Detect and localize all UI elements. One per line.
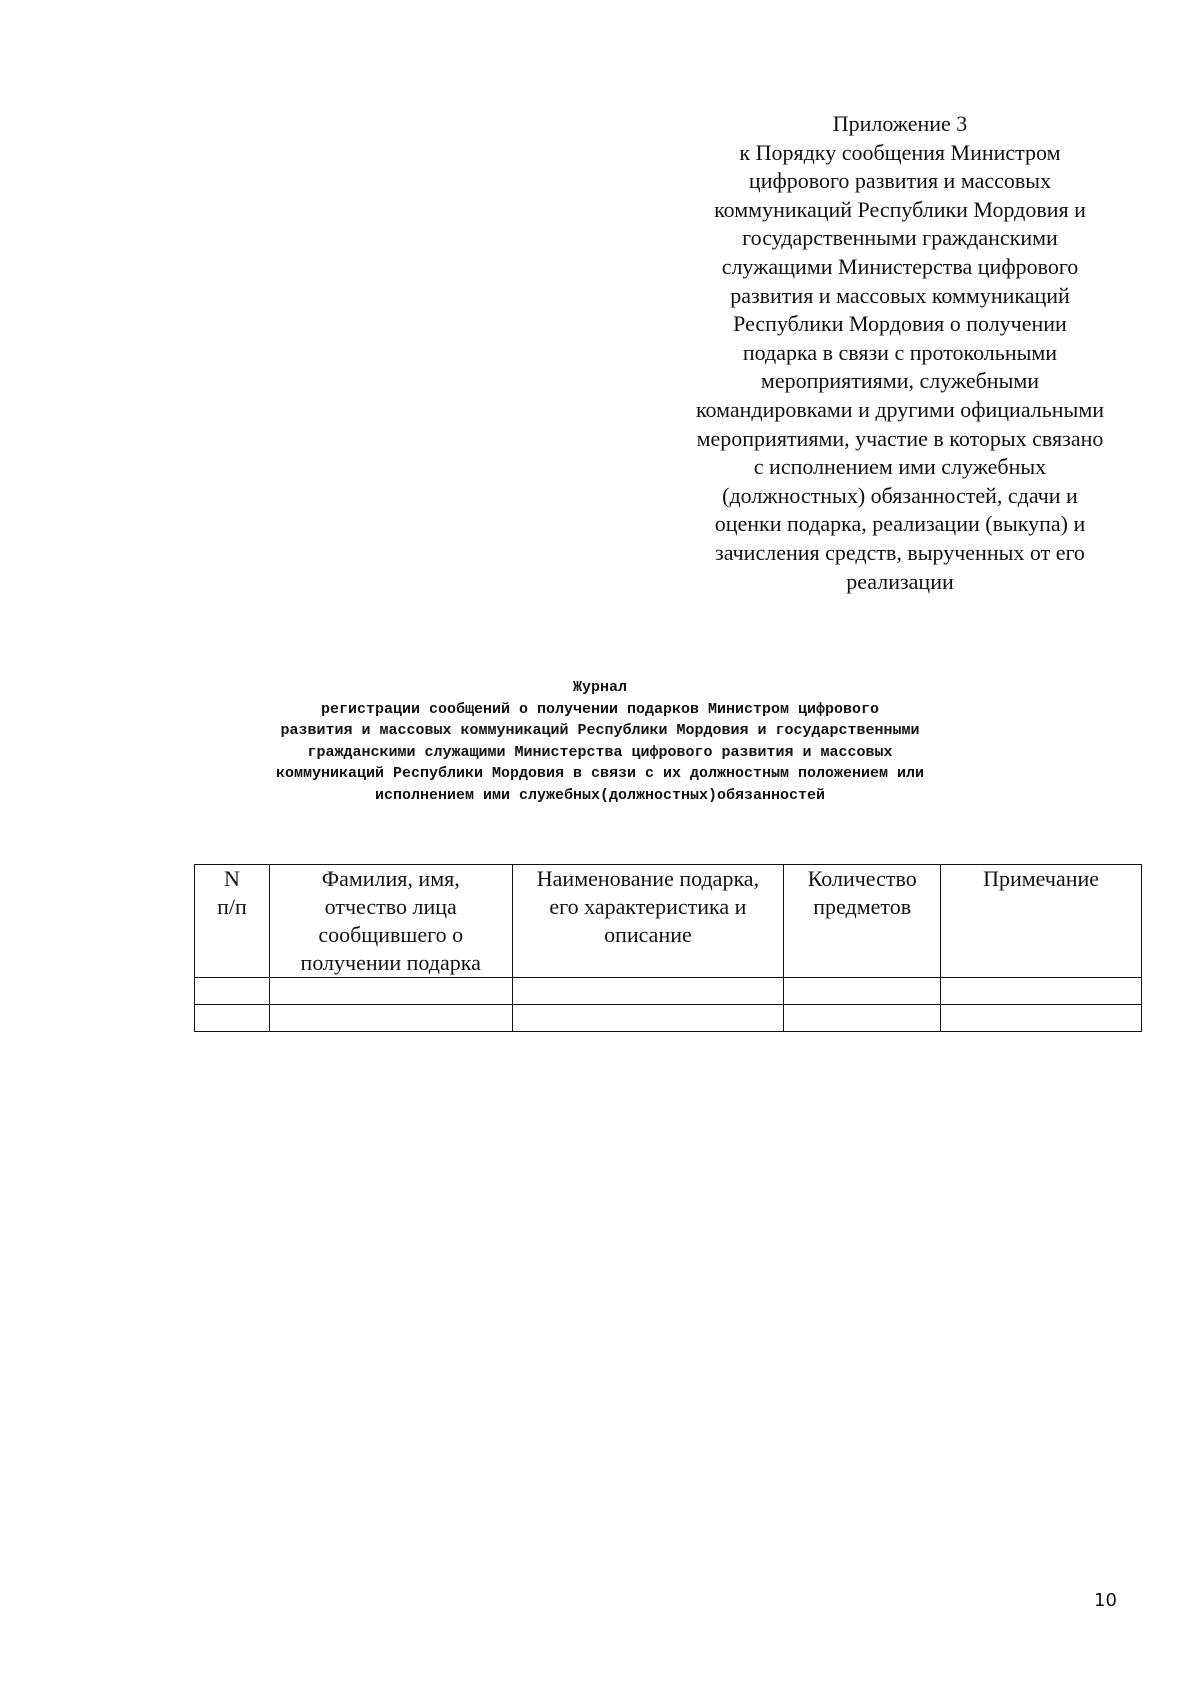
annex-line: с исполнением ими служебных: [753, 454, 1047, 480]
column-header-reporter: Фамилия, имя, отчество лица сообщившего о получении подарка: [269, 865, 512, 978]
annex-line: к Порядку сообщения Министром: [739, 139, 1061, 165]
annex-line: Республики Мордовия о получении: [733, 311, 1067, 337]
annex-line: командировками и другими официальными: [695, 396, 1105, 422]
column-header-quantity: Количество предметов: [784, 865, 941, 978]
table-header-row: [195, 865, 1142, 978]
annex-line: Приложение 3: [832, 111, 968, 136]
column-header-gift-name: Наименование подарка, его характеристика и описание: [512, 865, 784, 978]
table-cell: [941, 978, 1142, 1005]
journal-subtitle-line: развития и массовых коммуникаций Республики Мордовия и государственными: [280, 722, 920, 740]
column-header-number: N п/п: [195, 865, 270, 978]
annex-line: зачисления средств, вырученных от его: [715, 539, 1085, 565]
table-row: [195, 1005, 1142, 1032]
column-header-note: Примечание: [941, 865, 1142, 978]
table-cell: [512, 978, 784, 1005]
annex-line: реализации: [846, 568, 954, 594]
journal-subtitle-line: регистрации сообщений о получении подарков Министром цифрового: [320, 700, 880, 718]
annex-line: служащими Министерства цифрового: [721, 253, 1079, 279]
annex-line: оценки подарка, реализации (выкупа) и: [714, 511, 1086, 537]
table-cell: [269, 1005, 512, 1032]
table-cell: [269, 978, 512, 1005]
journal-heading: [150, 677, 1050, 807]
annex-line: мероприятиями, участие в которых связано: [696, 425, 1104, 451]
journal-subtitle-line: исполнением ими служебных(должностных)обязанностей: [374, 786, 826, 804]
annex-line: развития и массовых коммуникаций: [730, 282, 1070, 308]
annex-line: мероприятиями, служебными: [760, 368, 1040, 394]
annex-line: подарка в связи с протокольными: [742, 339, 1058, 365]
journal-subtitle-line: коммуникаций Республики Мордовия в связи с их должностным положением или: [275, 765, 925, 783]
page-number: 10: [1094, 1590, 1117, 1611]
journal-subtitle-line: гражданскими служащими Министерства цифрового развития и массовых: [307, 743, 893, 761]
journal-title: Журнал: [572, 679, 627, 696]
annex-line: государственными гражданскими: [742, 225, 1058, 251]
annex-line: коммуникаций Республики Мордовия и: [714, 196, 1086, 222]
annex-line: цифрового развития и массовых: [748, 168, 1052, 194]
table-cell: [195, 1005, 270, 1032]
table-row: [195, 978, 1142, 1005]
table-cell: [941, 1005, 1142, 1032]
table-cell: [195, 978, 270, 1005]
table-cell: [784, 1005, 941, 1032]
table-cell: [512, 1005, 784, 1032]
annex-line: (должностных) обязанностей, сдачи и: [722, 482, 1078, 508]
gift-register-table: [194, 864, 1142, 1032]
table-cell: [784, 978, 941, 1005]
annex-heading: [640, 110, 1160, 596]
